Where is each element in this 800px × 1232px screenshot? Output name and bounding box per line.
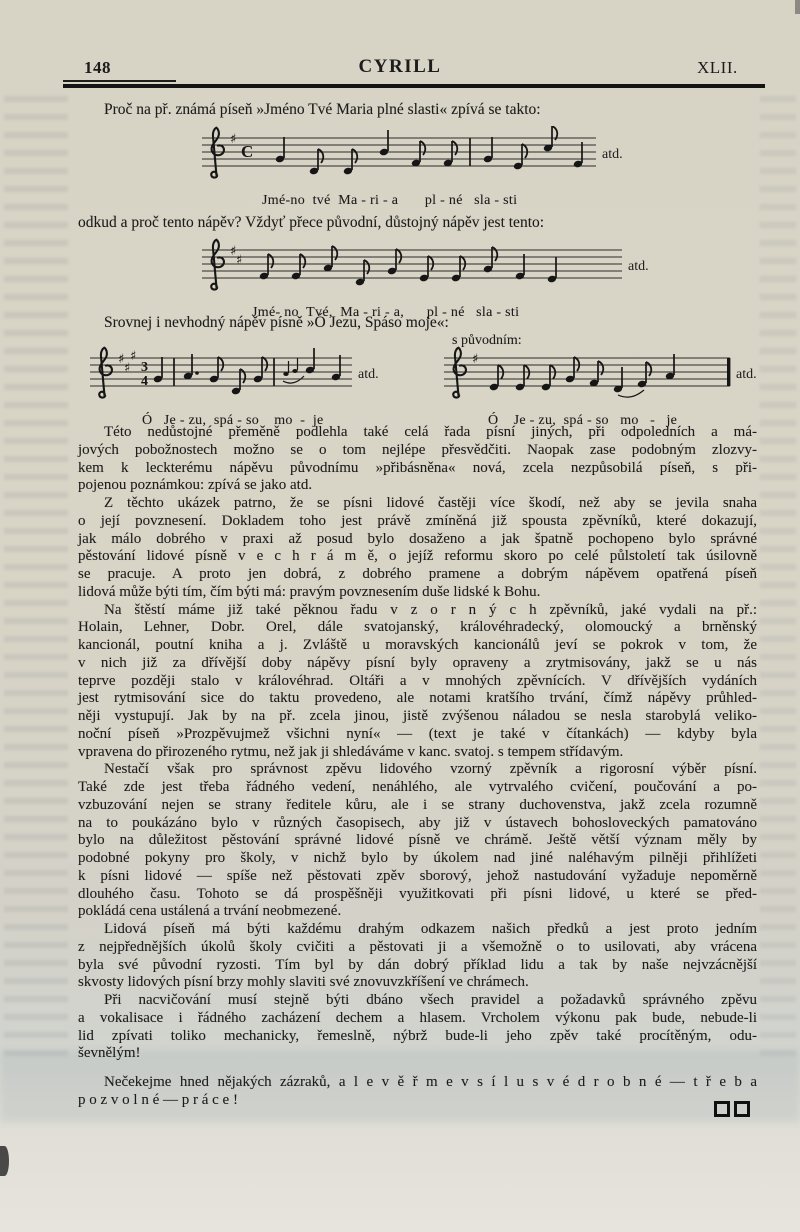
body-line: z nejpřednějších úkolů školy cvičiti a pěstovati ji a všemožně o to usilovati, aby vrácena (78, 938, 757, 955)
svg-text:4: 4 (141, 374, 148, 389)
paragraph (78, 424, 757, 495)
svg-text:3: 3 (141, 360, 148, 375)
scan-artifact-bottom-left (0, 1146, 9, 1176)
svg-text:C: C (241, 142, 254, 161)
body-line: pěstování lidové písně v e c h r á m ě, o jejíž reformu skoro po celé půlstoletí tak úsilovně (78, 548, 757, 565)
body-line: Z těchto ukázek patrno, že se písni lidové častěji více škodí, než aby se jevila snaha (104, 495, 757, 511)
body-line: podobné pokyny pro školy, v nichž bylo by úkolem nad jiné naléhavým pilněji přihlížeti (78, 850, 757, 866)
svg-text:atd.: atd. (602, 147, 623, 162)
lyrics-ex3: Ó Je - zu, spá - so mo - je (142, 413, 324, 428)
body-line: noční píseň »Prozpěvujmež všichni nyní« — (text je také v čítankách) — kdyby byla (78, 725, 757, 742)
body-line: jak málo dobrého v praxi až posud bylo dosaženo a jak špatně pochopeno bylo správné (78, 530, 757, 547)
body-line: pokládá cena ustálená a trvání neobmezené. (78, 903, 342, 920)
paragraph (78, 761, 757, 921)
music-example-3 (84, 346, 402, 429)
svg-text:♯: ♯ (130, 349, 137, 364)
page-number: 148 (84, 58, 111, 77)
between-line: odkud a proč tento nápěv? Vždyť přece původní, důstojný nápěv jest tento: (78, 214, 545, 231)
svg-text:atd.: atd. (358, 367, 379, 382)
body-line: Lidová píseň má býti každému drahým odkazem našich předků a jest proto jedním (104, 921, 757, 937)
body-line: dlouhého času. Tohoto se dá prospěšněji využitkovati při písni lidové, u které se před- (78, 885, 757, 902)
svg-text:atd.: atd. (628, 259, 649, 274)
svg-text:♯: ♯ (236, 253, 243, 268)
body-line: p o z v o l n é — p r á c e ! (78, 1091, 238, 1108)
header-thin-rule (63, 80, 176, 82)
body-line: jových pobožnostech možno se o tom nejlépe přesvědčiti. Naopak zase podobným zlozvy- (78, 441, 757, 458)
end-mark-square (714, 1101, 730, 1117)
paragraph (78, 992, 757, 1063)
body-line: lidová může býti tím, čím býti má: pravým povznesením duše lidské k Bohu. (78, 583, 541, 600)
music-svg-ex3 (84, 346, 402, 406)
paragraph (78, 602, 757, 762)
body-line: pojenou poznámkou: zpívá se jako atd. (78, 477, 313, 494)
body-line: Také zde jest třeba řádného vedení, nenáhlého, ale vytrvalého cvičení, poučování a po- (78, 779, 757, 795)
lyrics-ex1: Jmé-no tvé Ma - ri - a pl - né sla - sti (262, 193, 518, 208)
end-mark-square (734, 1101, 750, 1117)
body-line: kancionál, poutní kniha a j. Zvláště u moravských kancionálů jeví se pokrok v tom, že (78, 637, 757, 653)
body-line: lid zpívati toliko mechanicky, řemeslně, nýbrž bude-li jeho zpěv také procítěným, odu- (78, 1027, 757, 1044)
body-line: ševnělým! (78, 1045, 141, 1062)
body-line: na to poukázáno bylo v různých časopisech, aby již v ústavech bohosloveckých pamatováno (78, 814, 757, 831)
svg-text:♯: ♯ (124, 361, 131, 376)
paragraph (78, 921, 757, 992)
body-line: bylo na důležitost pěstování správné lidové písně ve chrámě. Ještě větší význam měly by (78, 832, 757, 849)
svg-text:♯: ♯ (230, 132, 237, 147)
lyrics-ex2: Jmé- no Tvé, Ma - ri - a, pl - né sla - sti (252, 305, 520, 320)
header-rule (63, 84, 765, 88)
svg-text:atd.: atd. (736, 367, 757, 382)
body-line: teprve později stalo v královéhrad. Oltáři a v mnohých zpěvnících. V dřívějších vydáních (78, 672, 757, 689)
body-line: něji vystupují. Jak by na př. zcela jinou, jistě zvýšenou náladou se nesla starobylá veliko- (78, 708, 757, 724)
body-line: Nečekejme hned nějakých zázraků, a l e v ě ř m e v s í l u s v é d r o b n é — t ř e b a (104, 1074, 757, 1090)
compare-line: Srovnej i nevhodný nápěv písně »Ó Jezu, Spáso moje«: (104, 314, 449, 331)
body-text (78, 424, 757, 1110)
svg-text:♯: ♯ (230, 244, 237, 259)
music-example-2 (196, 238, 668, 321)
body-line: skvosty lidových písní brzy mohly slaviti své znovuvzkříšení ve chrámech. (78, 974, 529, 991)
body-line: Při nacvičování musí stejně býti dbáno všech pravidel a požadavků správného zpěvu (104, 992, 757, 1008)
paragraph (78, 495, 757, 602)
body-line: jest rytmisování sice do taktu provedeno, ale notami kratšího trvání, čímž nápěvy průhled- (78, 690, 757, 707)
music-svg-ex4 (438, 346, 760, 406)
original-label: s původním: (452, 333, 522, 348)
body-line: v nich již za dřívější doby nápěvy písní byly opraveny a zrytmisovány, jakž se u nás (78, 654, 757, 671)
journal-title: CYRILL (358, 56, 442, 77)
body-line: kem k leckterému nápěvu původnímu »přibásněna« nová, zcela nezpůsobilá píseň, s při- (78, 459, 757, 476)
intro-line: Proč na př. známá píseň »Jméno Tvé Maria plné slasti« zpívá se takto: (104, 101, 541, 118)
body-line: se pracuje. A proto jen dobrá, z dobrého pramene a dobrým nápěvem opatřená píseň (78, 566, 757, 582)
svg-text:♯: ♯ (472, 352, 479, 367)
body-line: vzbuzování nejen se strany ředitele kůru, ale i se strany duchovenstva, jakž zcela rozumně (78, 796, 757, 813)
body-line: Na štěstí máme již také pěknou řadu v z o r n ý c h zpěvníků, jaké vydali na př.: (104, 601, 757, 618)
body-line: vpravena do přirozeného rytmu, než jak ji shledáváme v kanc. svatoj. s tempem střídavým. (78, 743, 624, 760)
body-line: k písni lidové — spíše než pěstovati zpěv sborový, jehož nastudování vyžaduje nepoměrně (78, 867, 757, 884)
end-mark (714, 1101, 754, 1122)
body-line: Nestačí však pro správnost zpěvu lidového vzorný zpěvník a rigorosní výběr písní. (104, 761, 757, 778)
body-line: a vokalisace i řádného zacházení dechem a hlasem. Vrcholem výkonu pak bude, nebude-li (78, 1009, 757, 1026)
lyrics-ex4: Ó Je - zu, spá - so mo - je (488, 413, 678, 428)
paragraph (78, 1074, 757, 1110)
music-svg-ex2 (196, 238, 668, 298)
page-bleed-left (4, 96, 68, 1056)
music-example-4 (438, 346, 760, 429)
body-line: o její povznesení. Dokladem toho jest právě zmíněná již spousta zpěvníků, které dokazují, (78, 512, 757, 529)
svg-text:♯: ♯ (118, 352, 125, 367)
body-line: Holain, Lehner, Dobr. Orel, dále svatojanský, královéhradecký, olomoucký a brněnský (78, 619, 757, 636)
body-line: byla své původní ryzosti. Tím byl by dán dobrý příklad lidu a tak by naše nejvzácnější (78, 956, 757, 973)
music-svg-ex1 (196, 126, 642, 186)
scan-artifact-top-right (795, 0, 800, 14)
body-line: Této nedůstojné přeměně podlehla také celá řada písní jiných, při odpoledních a má- (104, 424, 757, 440)
issue-number: XLII. (697, 58, 738, 77)
page-bleed-right (760, 96, 796, 1056)
music-example-1 (196, 126, 642, 209)
